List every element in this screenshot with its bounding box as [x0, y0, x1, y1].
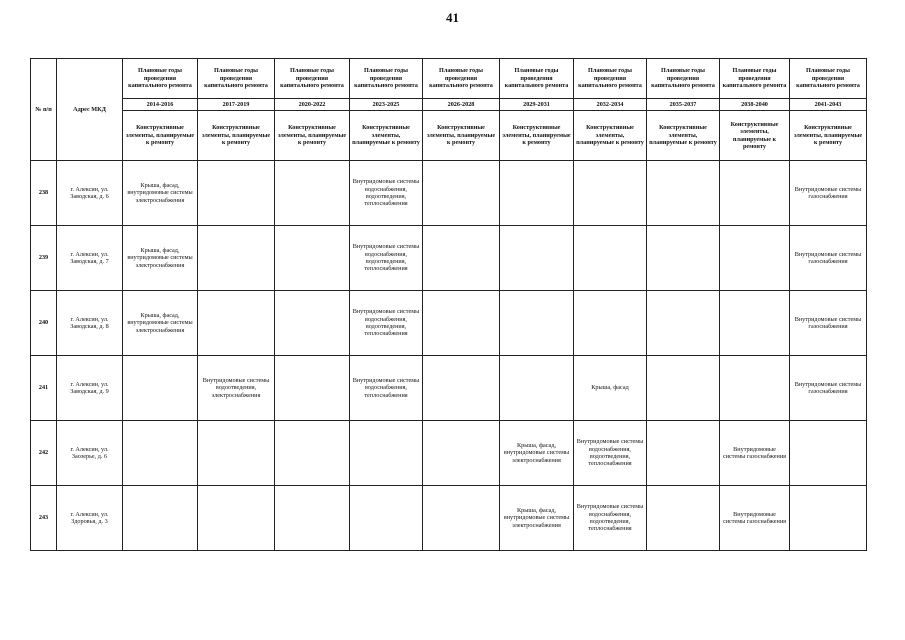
work-cell [720, 161, 790, 226]
plan-header: Плановые годы проведения капитального ремонта [275, 59, 350, 99]
table-row [31, 226, 867, 291]
work-cell: Крыша, фасад, внутридомовые системы электроснабжения [500, 486, 574, 551]
plan-header: Плановые годы проведения капитального ремонта [647, 59, 720, 99]
work-cell: Внутридомовые системы газоснабжения [790, 226, 867, 291]
work-cell [423, 291, 500, 356]
table-row [31, 291, 867, 356]
page-number: 41 [446, 10, 459, 25]
plan-header: Плановые годы проведения капитального ремонта [720, 59, 790, 99]
work-cell [500, 161, 574, 226]
row-address: г. Алексин, ул. Здоровья, д. 3 [57, 486, 123, 551]
work-cell [647, 291, 720, 356]
header-row-elements [31, 111, 867, 161]
row-address: г. Алексин, ул. Заводская, д. 8 [57, 291, 123, 356]
work-cell [275, 291, 350, 356]
work-cell [720, 356, 790, 421]
elements-header: Конструктивные элементы, планируемые к ремонту [123, 111, 198, 161]
work-cell [574, 226, 647, 291]
work-cell [500, 356, 574, 421]
plan-header: Плановые годы проведения капитального ремонта [574, 59, 647, 99]
work-cell [123, 356, 198, 421]
row-address: г. Алексин, ул. Заводская, д. 9 [57, 356, 123, 421]
period-header: 2035-2037 [647, 99, 720, 111]
elements-header: Конструктивные элементы, планируемые к ремонту [500, 111, 574, 161]
row-number: 238 [31, 161, 57, 226]
work-cell: Крыша, фасад, внутридомовые системы электроснабжения [500, 421, 574, 486]
work-cell [423, 161, 500, 226]
plan-header: Плановые годы проведения капитального ремонта [350, 59, 423, 99]
period-header: 2017-2019 [198, 99, 275, 111]
work-cell [423, 356, 500, 421]
work-cell [350, 486, 423, 551]
period-header: 2041-2043 [790, 99, 867, 111]
table-body [31, 161, 867, 551]
work-cell [647, 486, 720, 551]
work-cell [123, 421, 198, 486]
work-cell [720, 291, 790, 356]
period-header: 2038-2040 [720, 99, 790, 111]
work-cell [275, 486, 350, 551]
work-cell: Внутридомовые системы газоснабжения [720, 486, 790, 551]
period-header: 2014-2016 [123, 99, 198, 111]
period-header: 2029-2031 [500, 99, 574, 111]
period-header: 2023-2025 [350, 99, 423, 111]
period-header: 2020-2022 [275, 99, 350, 111]
work-cell [198, 421, 275, 486]
row-number: 241 [31, 356, 57, 421]
work-cell: Внутридомовые системы газоснабжения [720, 421, 790, 486]
elements-header: Конструктивные элементы, планируемые к ремонту [720, 111, 790, 161]
plan-header: Плановые годы проведения капитального ремонта [123, 59, 198, 99]
work-cell: Внутридомовые системы водоотведения, электроснабжения [198, 356, 275, 421]
elements-header: Конструктивные элементы, планируемые к ремонту [350, 111, 423, 161]
work-cell [275, 226, 350, 291]
column-header-number: № п/п [31, 59, 57, 161]
work-cell: Крыша, фасад, внутридомовые системы электроснабжения [123, 291, 198, 356]
work-cell [123, 486, 198, 551]
row-address: г. Алексин, ул. Заводская, д. 6 [57, 161, 123, 226]
work-cell [423, 486, 500, 551]
row-number: 240 [31, 291, 57, 356]
table-row [31, 161, 867, 226]
table-header [31, 59, 867, 161]
table-row [31, 356, 867, 421]
plan-header: Плановые годы проведения капитального ремонта [423, 59, 500, 99]
elements-header: Конструктивные элементы, планируемые к ремонту [790, 111, 867, 161]
work-cell [198, 161, 275, 226]
elements-header: Конструктивные элементы, планируемые к ремонту [275, 111, 350, 161]
work-cell: Крыша, фасад [574, 356, 647, 421]
header-row-periods [31, 99, 867, 111]
work-cell: Внутридомовые системы водоснабжения, водоотведения, теплоснабжения [350, 291, 423, 356]
column-header-address: Адрес МКД [57, 59, 123, 161]
work-cell [790, 486, 867, 551]
work-cell [720, 226, 790, 291]
work-cell: Внутридомовые системы газоснабжения [790, 356, 867, 421]
elements-header: Конструктивные элементы, планируемые к ремонту [574, 111, 647, 161]
work-cell: Внутридомовые системы водоснабжения, теплоснабжения [350, 356, 423, 421]
work-cell: Внутридомовые системы газоснабжения [790, 291, 867, 356]
work-cell [574, 291, 647, 356]
work-cell: Внутридомовые системы водоснабжения, водоотведения, теплоснабжения [350, 226, 423, 291]
table-row [31, 421, 867, 486]
work-cell [574, 161, 647, 226]
work-cell [647, 356, 720, 421]
row-number: 239 [31, 226, 57, 291]
work-cell [647, 161, 720, 226]
work-cell [275, 421, 350, 486]
period-header: 2032-2034 [574, 99, 647, 111]
row-address: г. Алексин, ул. Заозерье, д. 6 [57, 421, 123, 486]
work-cell [500, 291, 574, 356]
elements-header: Конструктивные элементы, планируемые к ремонту [647, 111, 720, 161]
period-header: 2026-2028 [423, 99, 500, 111]
work-cell [198, 486, 275, 551]
work-cell [790, 421, 867, 486]
work-cell [423, 421, 500, 486]
work-cell [198, 291, 275, 356]
work-cell: Внутридомовые системы водоснабжения, водоотведения, теплоснабжения [350, 161, 423, 226]
work-cell [423, 226, 500, 291]
work-cell [647, 226, 720, 291]
row-number: 243 [31, 486, 57, 551]
work-cell [500, 226, 574, 291]
row-address: г. Алексин, ул. Заводская, д. 7 [57, 226, 123, 291]
table-row [31, 486, 867, 551]
repair-schedule-table [30, 58, 867, 551]
work-cell [350, 421, 423, 486]
elements-header: Конструктивные элементы, планируемые к ремонту [423, 111, 500, 161]
work-cell [275, 356, 350, 421]
elements-header: Конструктивные элементы, планируемые к ремонту [198, 111, 275, 161]
work-cell: Внутридомовые системы газоснабжения [790, 161, 867, 226]
header-row-plan [31, 59, 867, 99]
plan-header: Плановые годы проведения капитального ремонта [790, 59, 867, 99]
plan-header: Плановые годы проведения капитального ремонта [500, 59, 574, 99]
work-cell [275, 161, 350, 226]
work-cell: Внутридомовые системы водоснабжения, водоотведения, теплоснабжения [574, 486, 647, 551]
work-cell: Крыша, фасад, внутридомовые системы электроснабжения [123, 161, 198, 226]
work-cell: Крыша, фасад, внутридомовые системы электроснабжения [123, 226, 198, 291]
work-cell [198, 226, 275, 291]
work-cell [647, 421, 720, 486]
work-cell: Внутридомовые системы водоснабжения, водоотведения, теплоснабжения [574, 421, 647, 486]
plan-header: Плановые годы проведения капитального ремонта [198, 59, 275, 99]
row-number: 242 [31, 421, 57, 486]
